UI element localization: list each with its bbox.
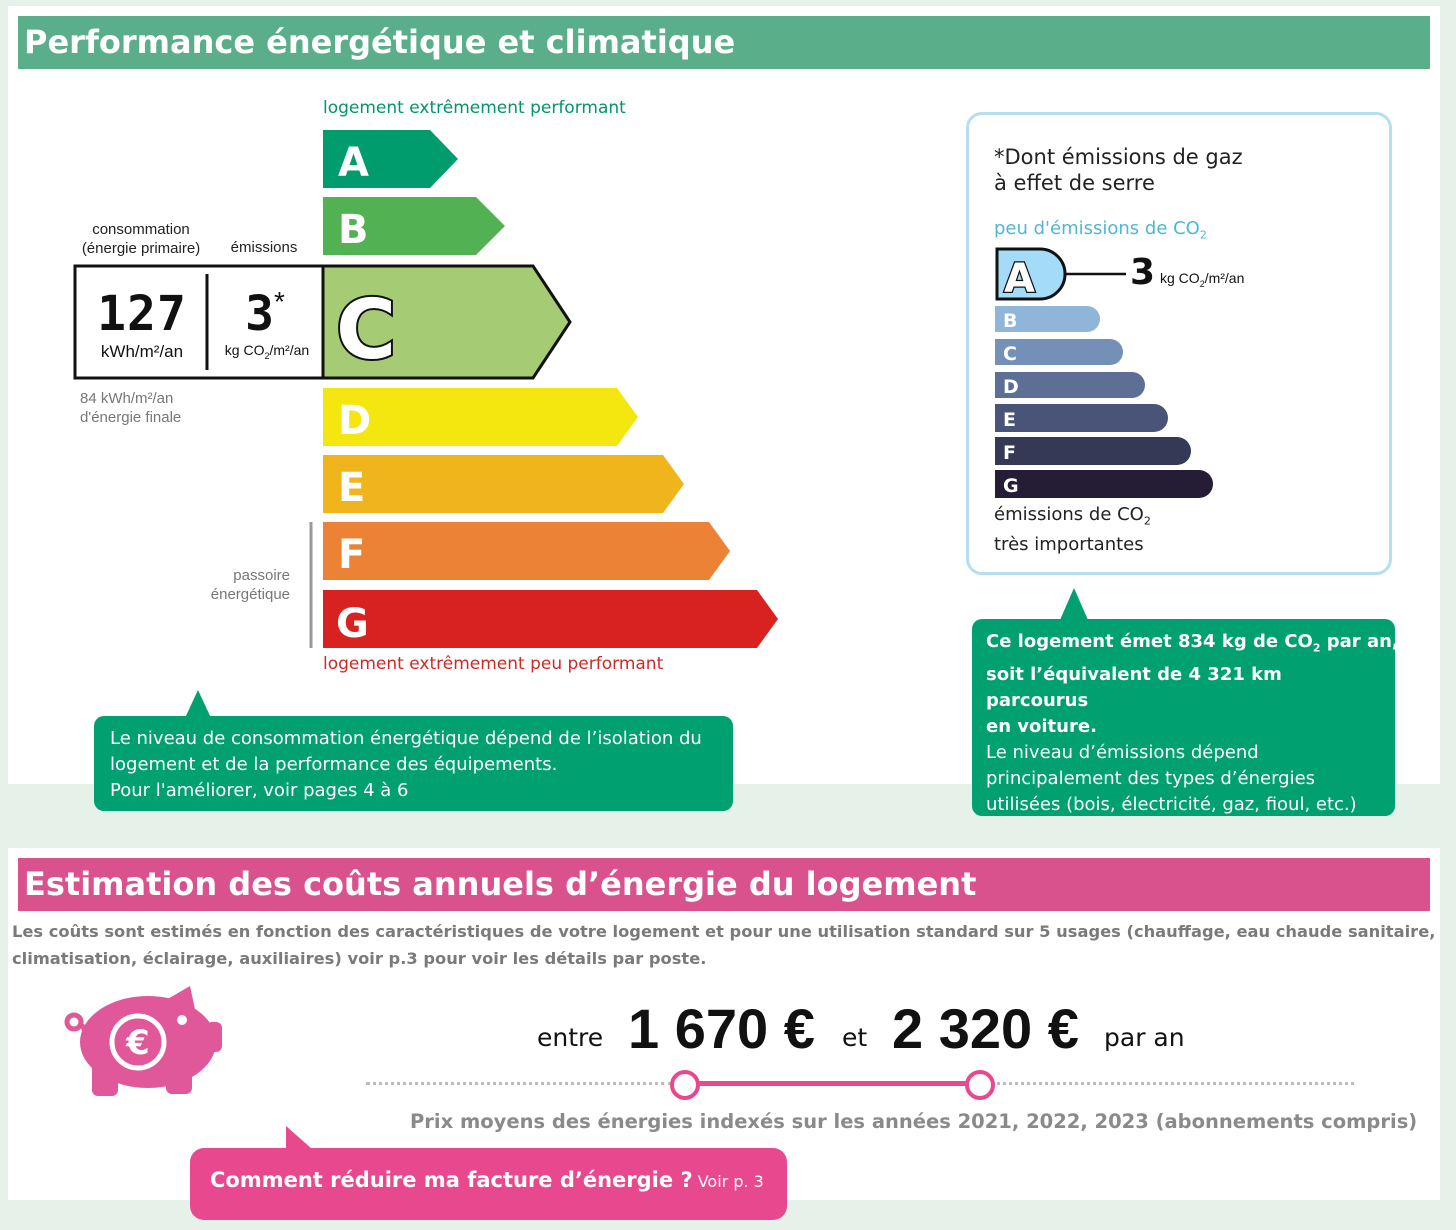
energy-class-e	[323, 455, 684, 513]
cost-intro	[12, 918, 1436, 972]
range-handle-high	[965, 1070, 995, 1100]
energy-bottom-label: logement extrêmement peu performant	[323, 654, 664, 674]
callout-left	[94, 716, 733, 811]
emissions-unit-rest: /m²/an	[269, 342, 310, 358]
range-dots-left	[366, 1082, 672, 1085]
energy-letter-c-selected: C	[336, 283, 397, 378]
final-energy-line1: 84 kWh/m²/an	[80, 390, 174, 407]
cost-middle: et	[842, 1023, 868, 1052]
emissions-unit-sub: 2	[264, 350, 270, 361]
callout-bottom-bold: Comment réduire ma facture d’énergie ?	[210, 1168, 693, 1192]
energy-letter-d: D	[338, 398, 372, 444]
consumption-label	[70, 220, 212, 258]
emissions-unit	[210, 342, 324, 361]
range-line	[684, 1081, 980, 1086]
cost-high: 2 320 €	[892, 997, 1079, 1060]
ghg-top-label-text: peu d'émissions de CO	[994, 218, 1200, 239]
ghg-bottom-sub: 2	[1143, 514, 1151, 528]
callout-right-bold1a: Ce logement émet 834 kg de CO	[986, 631, 1313, 652]
callout-right-line5: principalement des types d’énergies	[986, 767, 1316, 789]
ghg-letter-a: A	[1004, 256, 1035, 302]
callout-bottom-small: Voir p. 3	[697, 1172, 764, 1191]
ghg-letter-c: C	[1003, 343, 1017, 365]
passoire-line2: énergétique	[210, 586, 290, 603]
callout-right-bold1b: par an,	[1320, 631, 1399, 652]
callout-right-line6: utilisées (bois, électricité, gaz, fioul, etc.)	[986, 793, 1357, 815]
emissions-value-number: 3	[245, 286, 274, 342]
energy-letter-g: G	[336, 601, 369, 647]
section1-header	[18, 16, 1430, 69]
ghg-unit-sub: 2	[1199, 278, 1205, 289]
callout-right	[972, 619, 1399, 816]
callout-right-pointer	[1059, 588, 1089, 620]
range-dots-right	[992, 1082, 1354, 1085]
callout-left-line1: Le niveau de consommation énergétique dépend de l’isolation du	[110, 728, 702, 749]
cost-low: 1 670 €	[628, 997, 815, 1060]
energy-letter-f: F	[338, 532, 366, 578]
ghg-letter-d: D	[1003, 376, 1019, 398]
callout-left-line3: Pour l'améliorer, voir pages 4 à 6	[110, 780, 409, 801]
cost-intro-line1: Les coûts sont estimés en fonction des caractéristiques de votre logement et pour une utilisation standard sur 5 usages (chauffage, eau chaude sanitaire,	[12, 922, 1436, 941]
ghg-letter-f: F	[1003, 442, 1016, 464]
cost-note: Prix moyens des énergies indexés sur les années 2021, 2022, 2023 (abonnements compris)	[410, 1110, 1418, 1133]
range-handle-low	[670, 1070, 700, 1100]
callout-right-line4: Le niveau d’émissions dépend	[986, 741, 1259, 763]
emissions-star: *	[274, 286, 285, 317]
ghg-unit-kg: kg CO	[1160, 270, 1200, 286]
section1-title: Performance énergétique et climatique	[24, 23, 736, 61]
cost-suffix: par an	[1104, 1023, 1185, 1052]
energy-scale-chart	[0, 70, 820, 690]
section2-title: Estimation des coûts annuels d’énergie du logement	[24, 865, 977, 903]
callout-right-bold2: soit l’équivalent de 4 321 km parcourus	[986, 663, 1282, 711]
ghg-bottom-line2: très importantes	[994, 533, 1144, 555]
callout-left-pointer	[183, 690, 213, 718]
ghg-top-label	[994, 218, 1207, 242]
cost-prefix: entre	[537, 1023, 604, 1052]
energy-letter-b: B	[338, 207, 369, 253]
passoire-label	[190, 566, 290, 604]
ghg-bottom-label	[994, 503, 1151, 556]
cost-intro-line2: climatisation, éclairage, auxiliaires) voir p.3 pour voir les détails par poste.	[12, 949, 707, 968]
ghg-class-f	[995, 437, 1191, 465]
callout-bottom[interactable]	[190, 1148, 787, 1220]
piggy-bank-euro-icon	[62, 984, 224, 1100]
ghg-letter-g: G	[1003, 475, 1019, 497]
ghg-class-e	[995, 404, 1168, 432]
ghg-unit-rest: /m²/an	[1204, 270, 1245, 286]
ghg-unit	[1160, 270, 1244, 289]
ghg-value: 3	[1130, 252, 1156, 293]
ghg-class-g	[995, 470, 1213, 498]
consumption-label-line2: (énergie primaire)	[81, 240, 201, 257]
callout-right-bold3: en voiture.	[986, 715, 1097, 737]
energy-letter-a: A	[338, 140, 369, 186]
ghg-title-line2: à effet de serre	[994, 171, 1155, 195]
energy-letter-e: E	[338, 465, 366, 511]
ghg-bottom-line1: émissions de CO	[994, 504, 1144, 525]
callout-left-line2: logement et de la performance des équipements.	[110, 754, 558, 775]
energy-top-label: logement extrêmement performant	[323, 98, 626, 118]
consumption-unit: kWh/m²/an	[100, 342, 184, 361]
ghg-letter-b: B	[1003, 310, 1018, 332]
svg-text:€: €	[126, 1023, 150, 1063]
final-energy-line2: d'énergie finale	[80, 409, 182, 426]
ghg-top-label-sub: 2	[1199, 228, 1207, 242]
emissions-value	[210, 286, 320, 342]
passoire-line1: passoire	[233, 567, 290, 584]
emissions-unit-kg: kg CO	[224, 342, 265, 358]
consumption-value: 127	[97, 286, 187, 342]
emissions-label: émissions	[230, 239, 298, 256]
final-energy-note	[80, 389, 181, 427]
ghg-letter-e: E	[1003, 409, 1016, 431]
section2-header	[18, 858, 1430, 911]
callout-right-bold1-sub: 2	[1312, 641, 1321, 655]
consumption-label-line1: consommation	[92, 221, 190, 238]
ghg-title	[994, 144, 1243, 196]
energy-class-g	[323, 590, 778, 648]
energy-class-f	[323, 522, 730, 580]
ghg-title-line1: *Dont émissions de gaz	[994, 145, 1243, 169]
